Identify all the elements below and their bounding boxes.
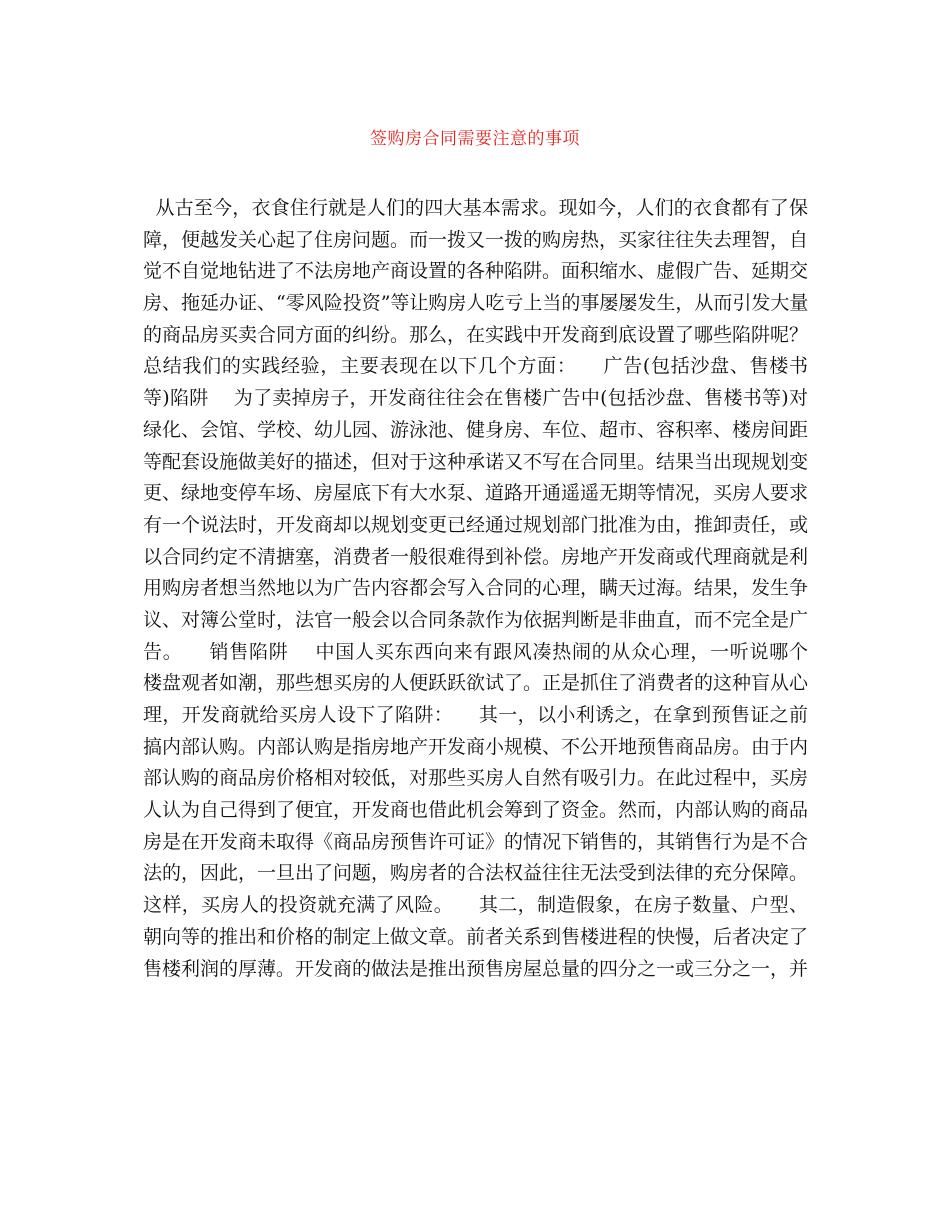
body-text-line: 更、绿地变停车场、房屋底下有大水泵、道路开通遥遥无期等情况，买房人要求 (143, 482, 809, 505)
body-text-line: 楼盘观者如潮，那些想买房的人便跃跃欲试了。正是抓住了消费者的这种盲从心 (143, 672, 809, 695)
body-text-line: 房是在开发商未取得《商品房预售许可证》的情况下销售的，其销售行为是不合 (143, 830, 809, 853)
body-text-line: 等)陷阱 为了卖掉房子，开发商往往会在售楼广告中(包括沙盘、售楼书等)对 (143, 387, 808, 410)
body-text-line: 议、对簿公堂时，法官一般会以合同条款作为依据判断是非曲直，而不完全是广 (143, 608, 809, 631)
body-text-line: 法的，因此，一旦出了问题，购房者的合法权益往往无法受到法律的充分保障。 (143, 862, 809, 885)
body-text-line: 有一个说法时，开发商却以规划变更已经通过规划部门批准为由，推卸责任，或 (143, 513, 809, 536)
body-text-line: 部认购的商品房价格相对较低，对那些买房人自然有吸引力。在此过程中，买房 (143, 767, 809, 790)
body-text-line: 搞内部认购。内部认购是指房地产开发商小规模、不公开地预售商品房。由于内 (143, 735, 809, 758)
body-text-line: 告。 销售陷阱 中国人买东西向来有跟风凑热闹的从众心理，一听说哪个 (143, 640, 808, 663)
body-text-line: 人认为自己得到了便宜，开发商也借此机会筹到了资金。然而，内部认购的商品 (143, 799, 809, 822)
body-text-line: 售楼利润的厚薄。开发商的做法是推出预售房屋总量的四分之一或三分之一，并 (143, 957, 809, 980)
body-text-line: 这样，买房人的投资就充满了风险。 其二，制造假象，在房子数量、户型、 (143, 894, 808, 917)
body-text-line: 理，开发商就给买房人设下了陷阱： 其一，以小利诱之，在拿到预售证之前 (143, 704, 808, 726)
body-text-line: 用购房者想当然地以为广告内容都会写入合同的心理，瞒天过海。结果，发生争 (143, 577, 809, 600)
body-text-line: 从古至今，衣食住行就是人们的四大基本需求。现如今，人们的衣食都有了保 (143, 197, 808, 219)
body-text-line: 觉不自觉地钻进了不法房地产商设置的各种陷阱。面积缩水、虚假广告、延期交 (143, 260, 809, 283)
body-text-line: 房、拖延办证、“零风险投资”等让购房人吃亏上当的事屡屡发生，从而引发大量 (143, 292, 809, 315)
body-text-line: 的商品房买卖合同方面的纠纷。那么，在实践中开发商到底设置了哪些陷阱呢？ (143, 323, 809, 346)
body-text-line: 以合同约定不清搪塞，消费者一般很难得到补偿。房地产开发商或代理商就是利 (143, 545, 809, 568)
document-title: 签购房合同需要注意的事项 (370, 129, 580, 149)
body-text-line: 等配套设施做美好的描述，但对于这种承诺又不写在合同里。结果当出现规划变 (143, 450, 809, 473)
body-text-line: 障，便越发关心起了住房问题。而一拨又一拨的购房热，买家往往失去理智，自 (143, 228, 809, 251)
body-text-line: 总结我们的实践经验，主要表现在以下几个方面： 广告(包括沙盘、售楼书 (143, 355, 808, 378)
document-body (143, 193, 808, 985)
body-text-line: 朝向等的推出和价格的制定上做文章。前者关系到售楼进程的快慢，后者决定了 (143, 925, 809, 948)
body-text-line: 绿化、会馆、学校、幼儿园、游泳池、健身房、车位、超市、容积率、楼房间距 (143, 418, 809, 441)
